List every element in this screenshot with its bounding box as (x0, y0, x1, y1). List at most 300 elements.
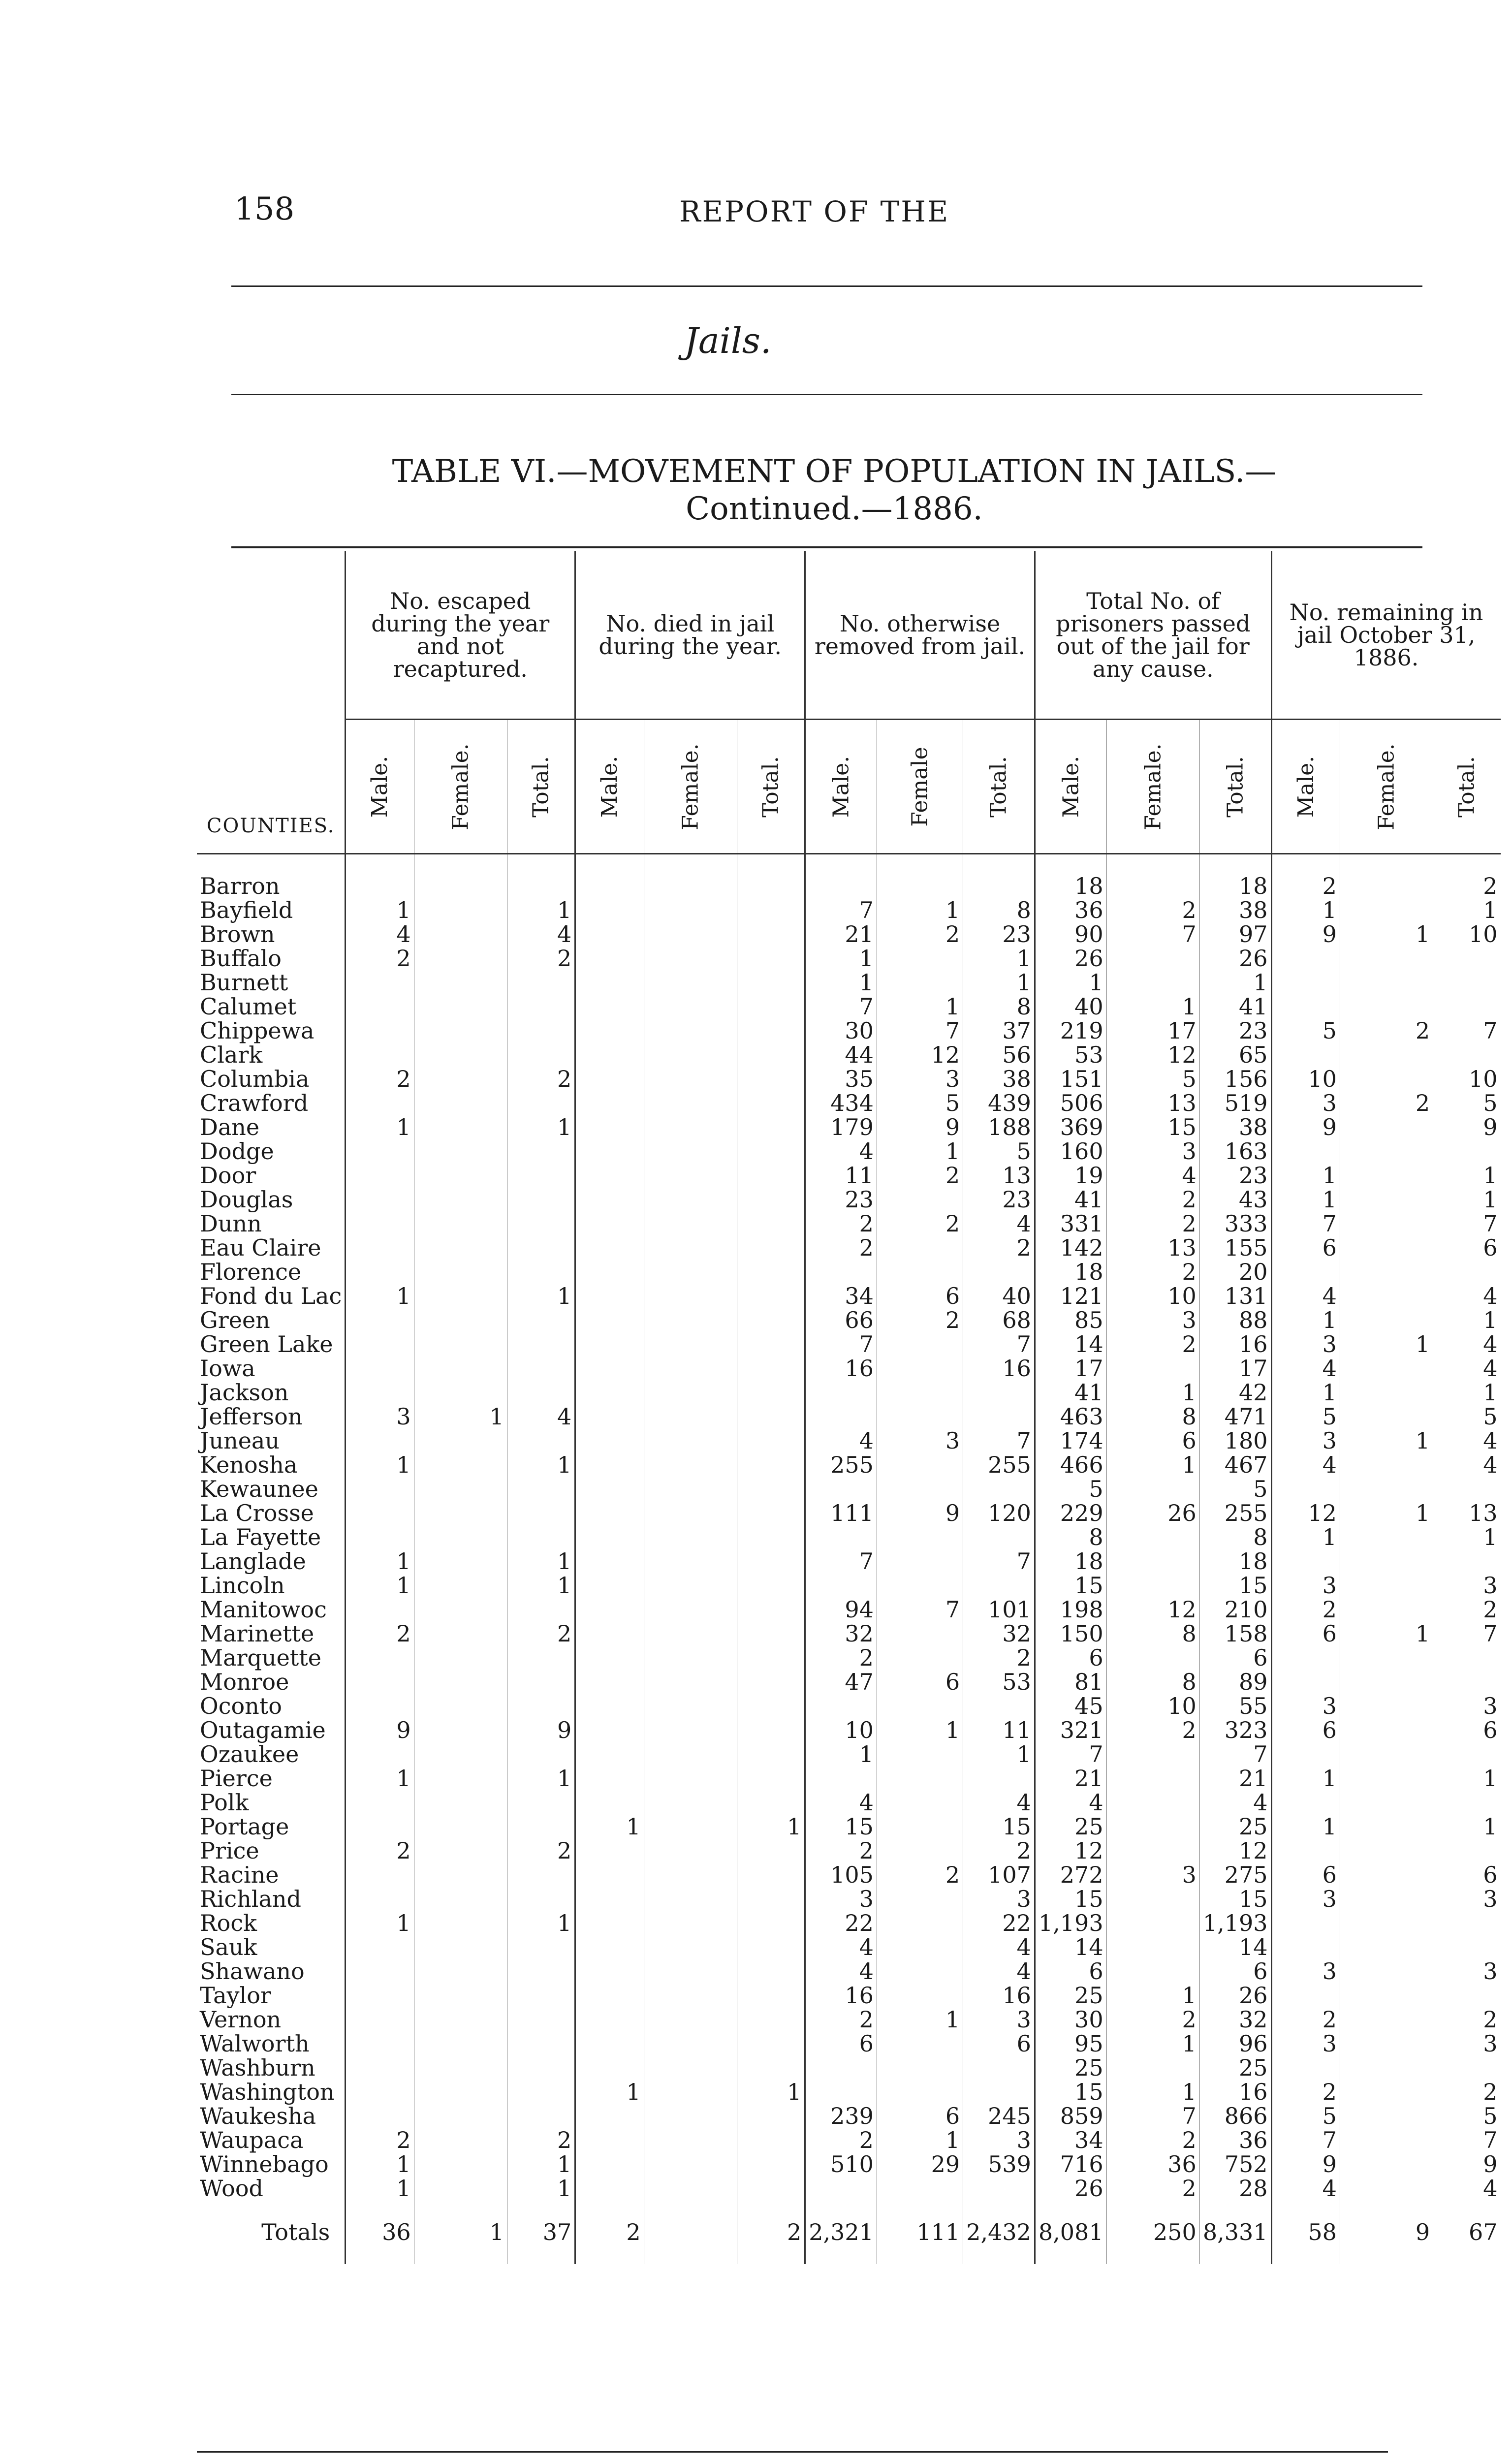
value-cell (575, 1260, 644, 1284)
value-cell: 245 (963, 2104, 1035, 2128)
value-cell (737, 1670, 805, 1694)
value-cell (346, 1212, 414, 1236)
value-cell: 3 (1433, 1574, 1501, 1598)
value-cell (877, 1959, 963, 1984)
value-cell (1340, 1212, 1433, 1236)
value-cell: 1 (1433, 1815, 1501, 1839)
value-cell: 6 (1271, 1863, 1340, 1887)
value-cell: 26 (1035, 947, 1106, 971)
value-cell: 1 (1340, 1501, 1433, 1525)
value-cell: 471 (1199, 1405, 1271, 1429)
value-cell: 18 (1035, 1549, 1106, 1574)
table-row (197, 1381, 1501, 1405)
value-cell: 12 (1035, 1839, 1106, 1863)
value-cell (507, 2080, 575, 2104)
value-cell (507, 1019, 575, 1043)
value-cell (507, 971, 575, 995)
value-cell: 18 (1035, 854, 1106, 899)
value-cell (737, 1646, 805, 1670)
value-cell (1106, 1767, 1199, 1791)
county-name: Fond du Lac (200, 1283, 342, 1309)
value-cell (414, 1501, 507, 1525)
value-cell: 7 (963, 1429, 1035, 1453)
table-row (197, 1670, 1501, 1694)
value-cell (644, 1549, 737, 1574)
value-cell (575, 1767, 644, 1791)
value-cell: 3 (1271, 2032, 1340, 2056)
value-cell: 4 (1433, 1332, 1501, 1357)
value-cell (575, 2128, 644, 2152)
value-cell (414, 2080, 507, 2104)
value-cell: 2 (805, 1646, 877, 1670)
value-cell: 105 (805, 1863, 877, 1887)
value-cell (575, 1164, 644, 1188)
table-row (197, 1839, 1501, 1863)
value-cell: 8 (1106, 1670, 1199, 1694)
value-cell (805, 1405, 877, 1429)
value-cell (877, 2080, 963, 2104)
value-cell: 150 (1035, 1622, 1106, 1646)
table-row (197, 1959, 1501, 1984)
value-cell: 1 (575, 1815, 644, 1839)
value-cell: 38 (1199, 898, 1271, 922)
value-cell (877, 1646, 963, 1670)
value-cell: 23 (963, 922, 1035, 947)
value-cell (575, 1935, 644, 1959)
value-cell (1433, 1646, 1501, 1670)
value-cell: 4 (1106, 1164, 1199, 1188)
value-cell (346, 2056, 414, 2080)
county-name: Kenosha (200, 1451, 298, 1478)
table-row (197, 1935, 1501, 1959)
value-cell (414, 854, 507, 899)
value-cell (644, 1935, 737, 1959)
value-cell (1271, 1646, 1340, 1670)
value-cell: 7 (963, 1549, 1035, 1574)
value-cell: 2 (737, 2201, 805, 2264)
value-cell: 12 (1106, 1598, 1199, 1622)
value-cell (644, 1911, 737, 1935)
group-died: No. died in jail during the year. (575, 551, 805, 720)
value-cell: 25 (1035, 2056, 1106, 2080)
subheader-cell (1199, 720, 1271, 854)
county-name: Iowa (200, 1355, 255, 1382)
value-cell: 12 (1106, 1043, 1199, 1067)
value-cell (507, 1332, 575, 1357)
value-cell (414, 1357, 507, 1381)
subheader-cell (1340, 720, 1433, 854)
value-cell: 1 (346, 1767, 414, 1791)
value-cell (346, 971, 414, 995)
subheader-label: Total. (1223, 756, 1248, 818)
value-cell (507, 2056, 575, 2080)
value-cell: 2 (346, 1622, 414, 1646)
value-cell (414, 898, 507, 922)
value-cell: 6 (1433, 1236, 1501, 1260)
value-cell (1340, 1767, 1433, 1791)
value-cell: 7 (877, 1598, 963, 1622)
value-cell (963, 854, 1035, 899)
value-cell (414, 1525, 507, 1549)
value-cell (507, 1525, 575, 1549)
value-cell (346, 854, 414, 899)
value-cell (507, 1091, 575, 1115)
value-cell: 2 (507, 947, 575, 971)
value-cell (346, 1164, 414, 1188)
value-cell: 15 (1035, 1574, 1106, 1598)
value-cell: 12 (1199, 1839, 1271, 1863)
value-cell: 96 (1199, 2032, 1271, 2056)
value-cell: 12 (1271, 1501, 1340, 1525)
value-cell (877, 1549, 963, 1574)
county-name: Buffalo (200, 945, 282, 972)
value-cell (644, 1477, 737, 1501)
value-cell (644, 1574, 737, 1598)
value-cell: 2 (1271, 854, 1340, 899)
value-cell (414, 1694, 507, 1718)
value-cell: 101 (963, 1598, 1035, 1622)
value-cell (644, 1887, 737, 1911)
value-cell (1271, 995, 1340, 1019)
value-cell: 3 (805, 1887, 877, 1911)
value-cell: 3 (1271, 1887, 1340, 1911)
value-cell: 2 (507, 1839, 575, 1863)
value-cell (1106, 1574, 1199, 1598)
table-row (197, 1525, 1501, 1549)
value-cell (414, 1164, 507, 1188)
value-cell: 36 (346, 2201, 414, 2264)
value-cell (346, 1477, 414, 1501)
value-cell (644, 1984, 737, 2008)
value-cell: 1 (1271, 1815, 1340, 1839)
value-cell (805, 854, 877, 899)
value-cell: 16 (963, 1357, 1035, 1381)
table-body (197, 854, 1501, 2265)
value-cell (414, 971, 507, 995)
value-cell (877, 1887, 963, 1911)
table-row (197, 1598, 1501, 1622)
group-remaining: No. remaining in jail October 31, 1886. (1271, 551, 1501, 720)
value-cell: 65 (1199, 1043, 1271, 1067)
value-cell: 10 (805, 1718, 877, 1742)
county-name: Green (200, 1307, 270, 1333)
value-cell (507, 1863, 575, 1887)
table-row (197, 1791, 1501, 1815)
value-cell (737, 1525, 805, 1549)
value-cell: 9 (1271, 922, 1340, 947)
value-cell (737, 1742, 805, 1767)
value-cell (805, 2177, 877, 2201)
value-cell: 1 (1035, 971, 1106, 995)
county-name: Price (200, 1837, 259, 1864)
value-cell: 859 (1035, 2104, 1106, 2128)
county-name: La Fayette (200, 1524, 321, 1550)
value-cell: 37 (963, 1019, 1035, 1043)
county-name: Burnett (200, 969, 288, 996)
table-row (197, 971, 1501, 995)
value-cell: 14 (1035, 1935, 1106, 1959)
value-cell: 8,331 (1199, 2201, 1271, 2264)
value-cell (877, 2177, 963, 2201)
value-cell (644, 1357, 737, 1381)
value-cell: 1 (346, 1453, 414, 1477)
value-cell: 2 (1106, 1332, 1199, 1357)
county-name: Lincoln (200, 1572, 285, 1599)
jail-population-table (197, 551, 1501, 2264)
value-cell: 4 (805, 1791, 877, 1815)
value-cell: 9 (1340, 2201, 1433, 2264)
value-cell: 2 (1271, 1598, 1340, 1622)
county-name: Calumet (200, 993, 297, 1020)
value-cell: 1 (877, 898, 963, 922)
value-cell: 1 (1106, 1984, 1199, 2008)
value-cell: 1,193 (1035, 1911, 1106, 1935)
value-cell (737, 1839, 805, 1863)
value-cell: 1 (507, 1284, 575, 1308)
table-row (197, 1911, 1501, 1935)
value-cell (346, 995, 414, 1019)
value-cell: 1 (1433, 1164, 1501, 1188)
value-cell (644, 2201, 737, 2264)
value-cell (644, 2056, 737, 2080)
value-cell: 10 (1106, 1694, 1199, 1718)
value-cell: 2 (507, 2128, 575, 2152)
value-cell (346, 1815, 414, 1839)
value-cell (346, 1525, 414, 1549)
value-cell (1340, 1887, 1433, 1911)
value-cell (644, 1791, 737, 1815)
value-cell: 1 (805, 1742, 877, 1767)
value-cell (644, 1284, 737, 1308)
value-cell: 14 (1199, 1935, 1271, 1959)
value-cell: 5 (1433, 2104, 1501, 2128)
value-cell (1340, 1357, 1433, 1381)
value-cell: 6 (805, 2032, 877, 2056)
subheader-cell (963, 720, 1035, 854)
value-cell (644, 1236, 737, 1260)
value-cell (963, 1767, 1035, 1791)
value-cell (575, 995, 644, 1019)
county-name: Barron (200, 873, 280, 899)
value-cell: 5 (1035, 1477, 1106, 1501)
value-cell (644, 2104, 737, 2128)
value-cell: 11 (963, 1718, 1035, 1742)
subheader-label: Total. (758, 756, 784, 818)
county-name: Douglas (200, 1186, 293, 1213)
value-cell: 17 (1035, 1357, 1106, 1381)
value-cell: 12 (877, 1043, 963, 1067)
counties-header: COUNTIES. (197, 551, 346, 854)
value-cell: 18 (1035, 1260, 1106, 1284)
value-cell: 2 (1106, 1718, 1199, 1742)
value-cell (644, 1019, 737, 1043)
table-row (197, 1453, 1501, 1477)
county-name: Walworth (200, 2030, 310, 2057)
value-cell: 1 (507, 1453, 575, 1477)
value-cell (737, 1574, 805, 1598)
value-cell (507, 1357, 575, 1381)
value-cell (575, 1742, 644, 1767)
value-cell (1340, 1260, 1433, 1284)
table-row (197, 1501, 1501, 1525)
value-cell (575, 1188, 644, 1212)
value-cell (346, 1984, 414, 2008)
subheader-cell (1106, 720, 1199, 854)
county-name: Rock (200, 1910, 257, 1936)
value-cell (414, 1019, 507, 1043)
value-cell: 25 (1199, 1815, 1271, 1839)
value-cell (1340, 1477, 1433, 1501)
value-cell (1106, 1935, 1199, 1959)
value-cell: 1 (1271, 1308, 1340, 1332)
value-cell (1433, 1911, 1501, 1935)
value-cell (1340, 2056, 1433, 2080)
value-cell: 2 (1106, 2177, 1199, 2201)
value-cell (737, 854, 805, 899)
table-row (197, 1067, 1501, 1091)
value-cell: 3 (1106, 1139, 1199, 1164)
subheader-cell (1433, 720, 1501, 854)
value-cell: 6 (1106, 1429, 1199, 1453)
value-cell (1340, 971, 1433, 995)
value-cell: 10 (1433, 922, 1501, 947)
county-name: Racine (200, 1862, 279, 1888)
value-cell: 7 (805, 995, 877, 1019)
value-cell (346, 2104, 414, 2128)
value-cell (575, 1984, 644, 2008)
value-cell (575, 1405, 644, 1429)
value-cell (644, 1742, 737, 1767)
value-cell (1106, 1549, 1199, 1574)
value-cell (346, 1863, 414, 1887)
value-cell: 1 (877, 1139, 963, 1164)
value-cell (737, 2128, 805, 2152)
value-cell: 539 (963, 2152, 1035, 2177)
subheader-label: Total. (986, 756, 1011, 818)
value-cell: 142 (1035, 1236, 1106, 1260)
value-cell (1340, 2080, 1433, 2104)
table-row (197, 854, 1501, 899)
totals-label: Totals (261, 2219, 330, 2245)
value-cell: 68 (963, 1308, 1035, 1332)
county-name: Wood (200, 2175, 263, 2202)
table-row (197, 1767, 1501, 1791)
value-cell: 4 (1433, 1429, 1501, 1453)
value-cell (644, 922, 737, 947)
value-cell (507, 2104, 575, 2128)
value-cell (414, 922, 507, 947)
value-cell: 2 (1271, 2008, 1340, 2032)
value-cell: 8,081 (1035, 2201, 1106, 2264)
value-cell: 4 (805, 1935, 877, 1959)
value-cell: 35 (805, 1067, 877, 1091)
value-cell (1433, 1670, 1501, 1694)
value-cell: 466 (1035, 1453, 1106, 1477)
subheader-label: Male. (828, 756, 854, 818)
value-cell: 2 (805, 2128, 877, 2152)
value-cell: 4 (805, 1139, 877, 1164)
value-cell: 6 (1035, 1959, 1106, 1984)
value-cell: 2 (805, 1839, 877, 1863)
value-cell: 6 (1271, 1622, 1340, 1646)
value-cell: 3 (1271, 1332, 1340, 1357)
value-cell: 323 (1199, 1718, 1271, 1742)
value-cell (575, 1791, 644, 1815)
table-row (197, 2008, 1501, 2032)
value-cell: 174 (1035, 1429, 1106, 1453)
value-cell: 2 (877, 1308, 963, 1332)
value-cell (877, 1791, 963, 1815)
value-cell: 2 (1106, 1212, 1199, 1236)
value-cell (346, 1887, 414, 1911)
value-cell: 2 (1106, 1260, 1199, 1284)
subheader-cell (1035, 720, 1106, 854)
value-cell (644, 1959, 737, 1984)
value-cell (414, 947, 507, 971)
value-cell: 7 (1106, 2104, 1199, 2128)
value-cell (644, 898, 737, 922)
section-rule (231, 394, 1422, 395)
value-cell (644, 1863, 737, 1887)
value-cell: 1 (1271, 898, 1340, 922)
table-row (197, 898, 1501, 922)
value-cell (963, 2177, 1035, 2201)
county-name: Clark (200, 1041, 263, 1068)
value-cell: 434 (805, 1091, 877, 1115)
value-cell: 4 (1271, 1453, 1340, 1477)
value-cell (1433, 1839, 1501, 1863)
value-cell (507, 1236, 575, 1260)
value-cell: 41 (1199, 995, 1271, 1019)
value-cell (1106, 1525, 1199, 1549)
value-cell: 9 (1433, 2152, 1501, 2177)
value-cell: 9 (877, 1115, 963, 1139)
value-cell: 7 (805, 898, 877, 922)
value-cell: 6 (1199, 1646, 1271, 1670)
table-row (197, 1694, 1501, 1718)
value-cell (414, 1067, 507, 1091)
value-cell: 34 (805, 1284, 877, 1308)
value-cell: 5 (1271, 1405, 1340, 1429)
value-cell (1340, 947, 1433, 971)
value-cell (346, 2008, 414, 2032)
value-cell: 97 (1199, 922, 1271, 947)
value-cell (737, 1887, 805, 1911)
value-cell: 7 (963, 1332, 1035, 1357)
county-name: Columbia (200, 1066, 310, 1092)
value-cell (737, 1043, 805, 1067)
value-cell: 18 (1199, 1549, 1271, 1574)
value-cell (507, 1260, 575, 1284)
table-row (197, 1332, 1501, 1357)
value-cell (507, 1742, 575, 1767)
value-cell: 15 (1035, 1887, 1106, 1911)
value-cell (414, 1381, 507, 1405)
value-cell (414, 1718, 507, 1742)
value-cell (644, 2008, 737, 2032)
value-cell: 3 (1271, 1091, 1340, 1115)
value-cell: 107 (963, 1863, 1035, 1887)
value-cell (507, 1670, 575, 1694)
value-cell: 15 (1199, 1574, 1271, 1598)
value-cell: 2 (963, 1839, 1035, 1863)
value-cell (414, 1622, 507, 1646)
value-cell: 6 (1433, 1863, 1501, 1887)
county-name: Washington (200, 2079, 335, 2105)
table-row (197, 1718, 1501, 1742)
value-cell: 7 (1106, 922, 1199, 947)
value-cell: 210 (1199, 1598, 1271, 1622)
